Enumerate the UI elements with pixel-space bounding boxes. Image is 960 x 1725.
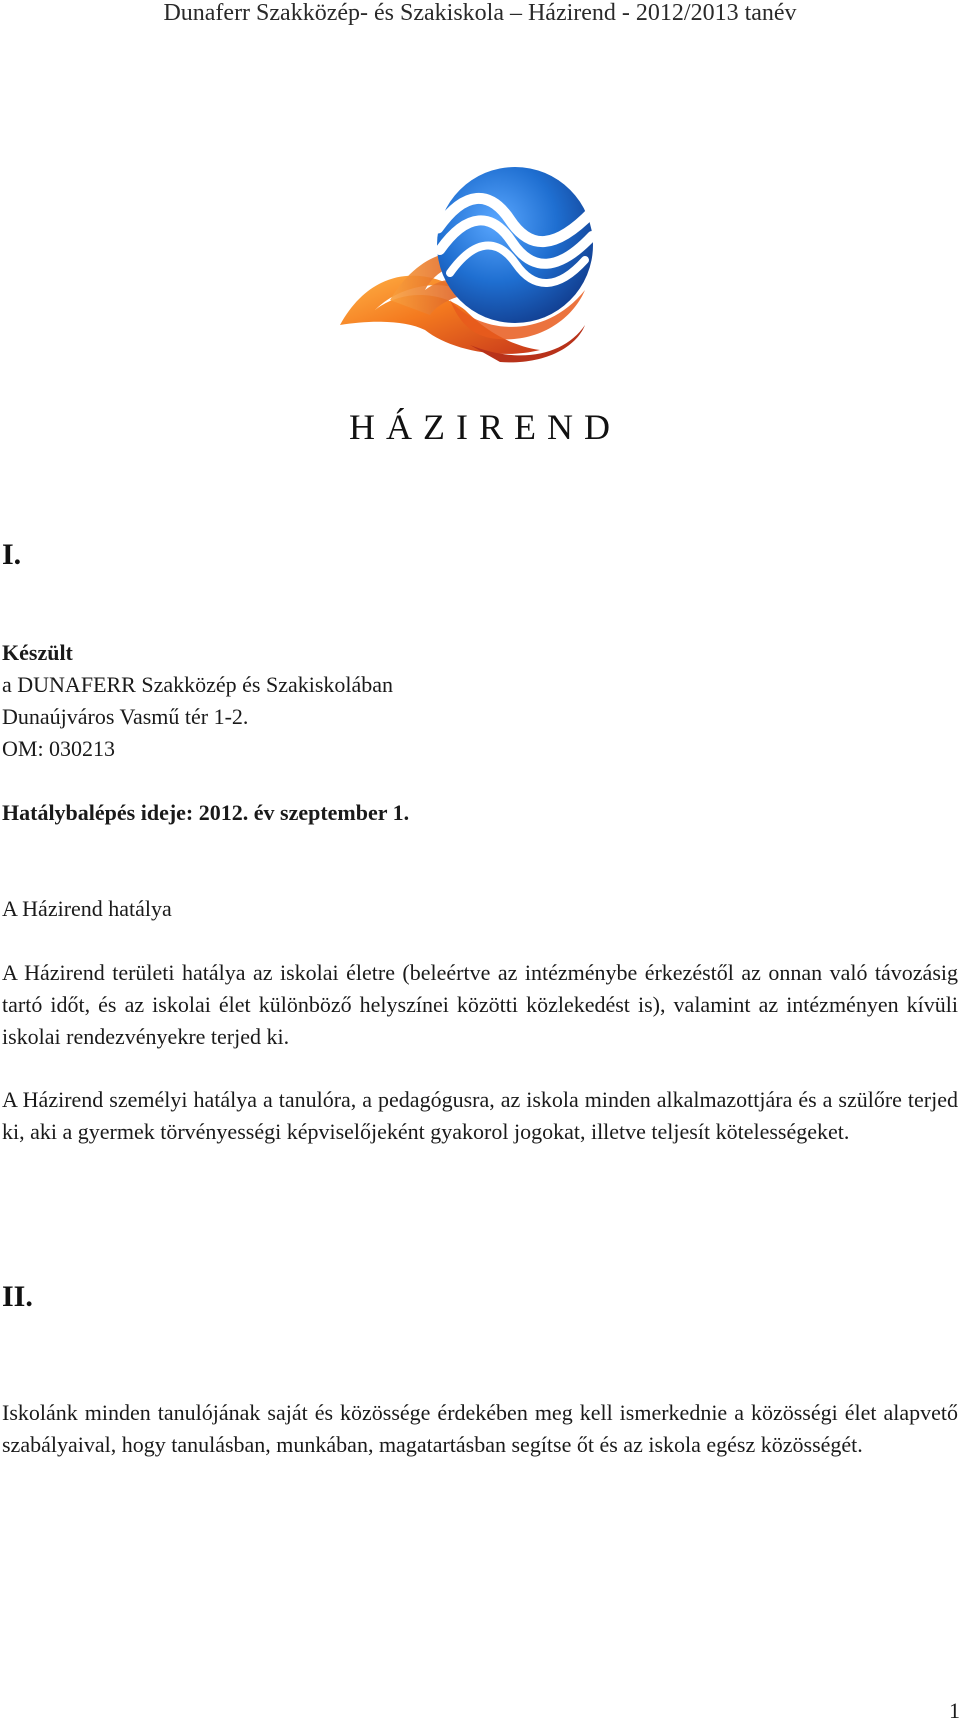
made-block [2,637,958,765]
page-number: 1 [949,1698,960,1723]
made-line-om: OM: 030213 [2,736,116,761]
made-line-address: Dunaújváros Vasmű tér 1-2. [2,704,249,729]
made-label: Készült [2,640,73,665]
section2-paragraph: Iskolánk minden tanulójának saját és közössége érdekében meg kell ismerkednie a közösségi élet alapvető szabályaival, hogy tanulásban, munkában, magatartásban segítse őt és az iskola egész közösségét. [2,1400,958,1457]
running-header: Dunaferr Szakközép- és Szakiskola – Házirend - 2012/2013 tanév [163,0,797,26]
school-emblem-logo [330,150,630,370]
section-heading-1: I. [2,538,22,571]
effective-date: Hatálybalépés ideje: 2012. év szeptember 1. [2,800,410,825]
scope-paragraph-territorial: A Házirend területi hatálya az iskolai életre (beleértve az intézménybe érkezéstől az onnan való távozásig tartó időt, és az iskolai élet különböző helyszínei közötti közlekedést is), valamint az intézményen kívüli iskolai rendezvényekre terjed ki. [2,960,958,1049]
section-heading-2: II. [2,1280,33,1313]
made-line-school: a DUNAFERR Szakközép és Szakiskolában [2,672,394,697]
scope-heading: A Házirend hatálya [2,896,172,921]
document-title: H Á Z I R E N D [349,407,611,447]
scope-paragraph-personal: A Házirend személyi hatálya a tanulóra, a pedagógusra, az iskola minden alkalmazottjára és a szülőre terjed ki, aki a gyermek törvényességi képviselőjeként gyakorol jogokat, illetve teljesít kötelességeket. [2,1087,958,1144]
